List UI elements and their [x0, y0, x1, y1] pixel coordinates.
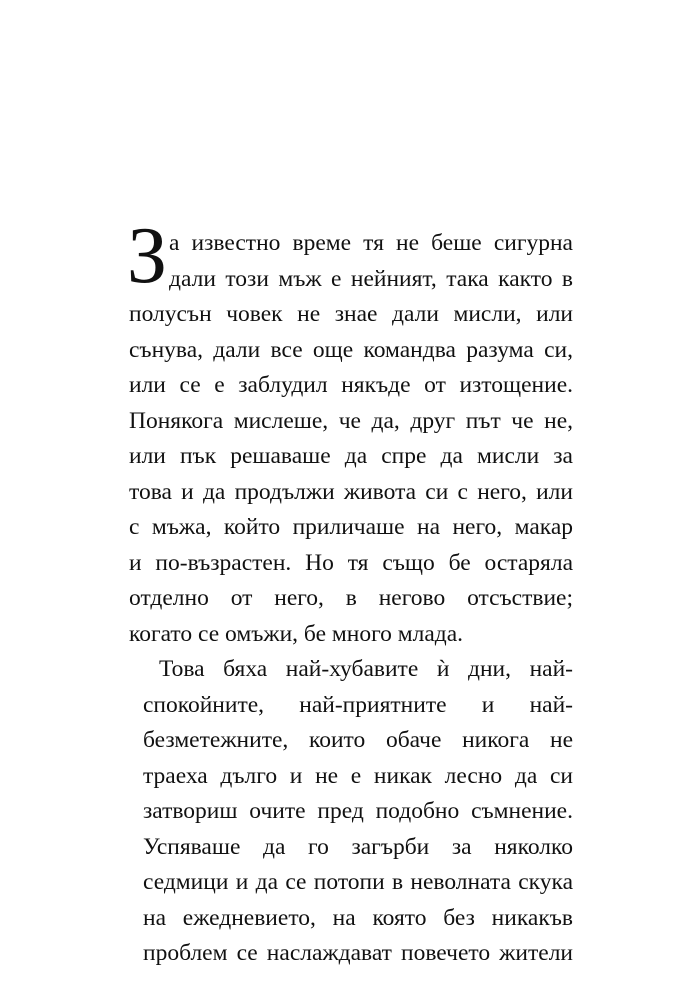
text-line: и по-възрастен. Но тя също бе остаряла: [129, 549, 573, 576]
text-line: дали този мъж е нейният, така както в: [169, 265, 573, 292]
text-line: Това бяха най-хубавите ѝ дни, най-: [159, 656, 573, 682]
text-line: полусън човек не знае дали мисли, или: [129, 301, 573, 327]
text-line: Успяваше да го загърби за няколко: [143, 833, 573, 860]
text-line: или се е заблудил някъде от изтощение.: [129, 372, 573, 398]
text-line: или пък решаваше да спре да мисли за: [129, 443, 573, 469]
text-line: безметежните, които обаче никога не: [143, 727, 573, 753]
text-block: [127, 212, 573, 972]
text-line: спокойните, най-приятните и най-: [143, 691, 573, 718]
paragraph-2: [129, 652, 573, 972]
text-line: сънува, дали все още командва разума си,: [129, 336, 573, 363]
text-line: това и да продължи живота си с него, или: [129, 478, 573, 505]
text-line: на ежедневието, на която без никакъв: [143, 904, 573, 931]
text-line: когато се омъжи, бе много млада.: [129, 620, 464, 647]
text-line: Понякога мислеше, че да, друг път че не,: [129, 407, 573, 434]
text-line: а известно време тя не беше сигурна: [169, 230, 573, 256]
text-line: отделно от него, в негово отсъствие;: [129, 585, 573, 611]
text-line: проблем се наслаждават повечето жители: [143, 940, 573, 966]
text-line: траеха дълго и не е никак лесно да си: [143, 762, 573, 789]
text-line: седмици и да се потопи в неволната скука: [143, 869, 573, 895]
text-line: затвориш очите пред подобно съмнение.: [143, 798, 573, 824]
paragraph-1: [127, 212, 573, 652]
text-line: с мъжа, който приличаше на него, макар: [129, 514, 573, 540]
drop-cap: З: [127, 212, 168, 300]
